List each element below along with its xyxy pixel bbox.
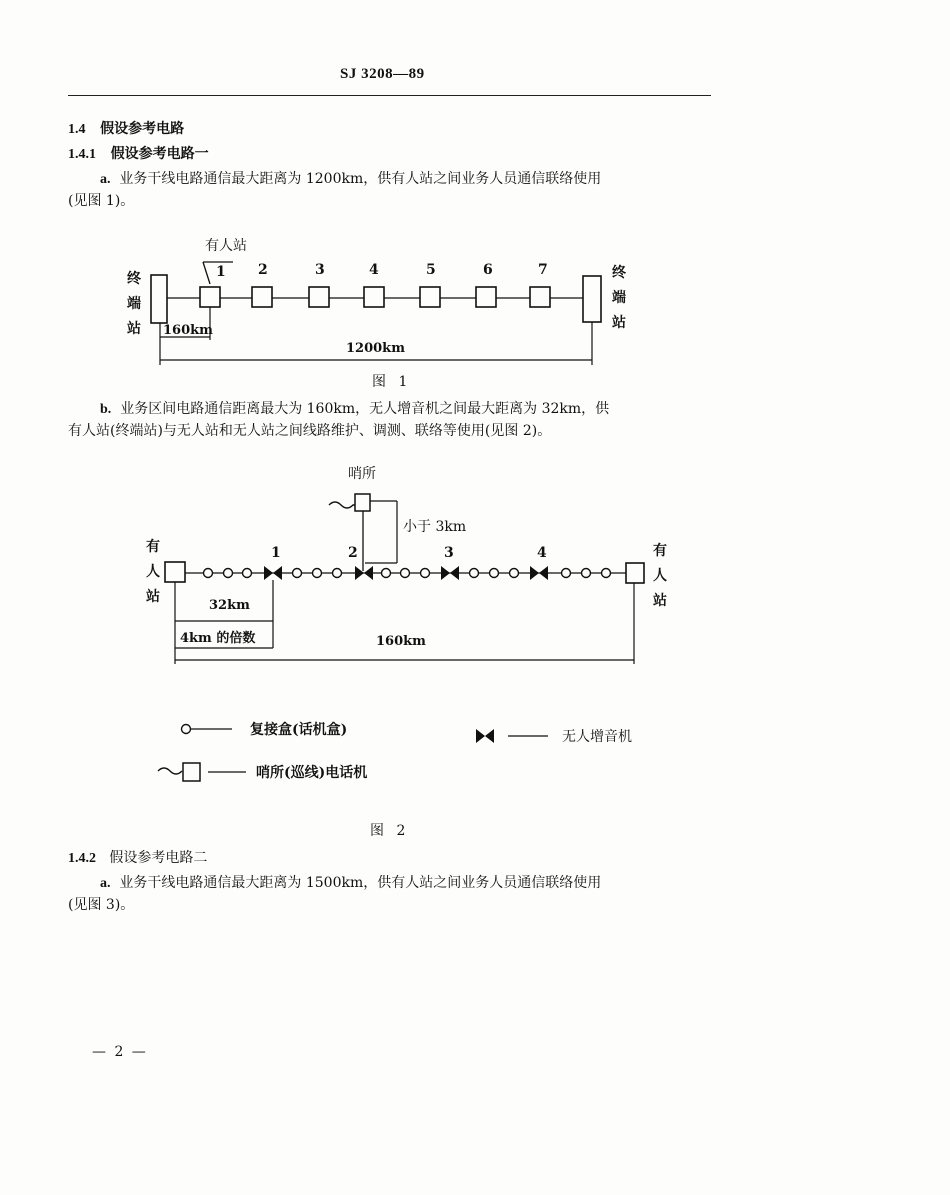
item-marker: b. xyxy=(100,402,112,417)
left-station-char-3: 站 xyxy=(146,589,160,605)
total-length-label: 1200km xyxy=(346,341,405,356)
left-station-char-2: 人 xyxy=(146,564,160,580)
legend-splice-symbol xyxy=(182,725,191,734)
splice-box xyxy=(490,569,499,578)
station-node-3 xyxy=(309,287,329,307)
right-station-char-2: 人 xyxy=(653,568,667,584)
terminal-left-char-2: 端 xyxy=(127,296,141,312)
repeater-spacing-label: 32km xyxy=(209,598,250,613)
figure-1-caption: 图 1 xyxy=(372,374,412,390)
repeater-1 xyxy=(264,566,282,580)
section-number: 1.4.1 xyxy=(68,147,96,162)
splice-box xyxy=(562,569,571,578)
legend-repeater-label: 无人增音机 xyxy=(562,729,632,745)
right-station-char-3: 站 xyxy=(653,593,667,609)
station-node-6 xyxy=(476,287,496,307)
document-id: SJ 3208—89 xyxy=(340,66,425,82)
legend-post-label: 哨所(巡线)电话机 xyxy=(256,765,368,781)
splice-box xyxy=(333,569,342,578)
section-1-4-2-heading xyxy=(68,847,207,867)
node-number-4: 4 xyxy=(369,262,379,278)
figure-2-caption: 图 2 xyxy=(370,823,410,839)
figure-2-diagram xyxy=(130,455,690,855)
terminal-left-char-1: 终 xyxy=(127,271,141,287)
splice-box xyxy=(582,569,591,578)
station-node-4 xyxy=(364,287,384,307)
station-node-7 xyxy=(530,287,550,307)
section-1-4-1-heading xyxy=(68,143,209,163)
terminal-right-char-2: 端 xyxy=(612,290,626,306)
paragraph-1-4-2-a-line1 xyxy=(100,872,720,895)
section-total-label: 160km xyxy=(376,634,426,649)
legend-post-box xyxy=(183,763,200,781)
splice-box xyxy=(204,569,213,578)
repeater-number-2: 2 xyxy=(348,545,358,561)
post-phone-box xyxy=(355,494,370,511)
paragraph-text: 业务干线电路通信最大距离为 1200km，供有人站之间业务人员通信联络使用 xyxy=(119,171,602,187)
terminal-left-box xyxy=(151,275,167,323)
paragraph-1-4-2-a-line2: (见图 3)。 xyxy=(68,897,135,913)
node-number-3: 3 xyxy=(315,262,325,278)
node-number-5: 5 xyxy=(426,262,436,278)
repeater-number-4: 4 xyxy=(537,545,547,561)
station-node-5 xyxy=(420,287,440,307)
station-node-1 xyxy=(200,287,220,307)
right-station-char-1: 有 xyxy=(653,543,667,559)
left-station-char-1: 有 xyxy=(146,539,160,555)
node-number-7: 7 xyxy=(538,262,548,278)
post-distance-label: 小于 3km xyxy=(403,519,467,535)
station-node-2 xyxy=(252,287,272,307)
section-number: 1.4.2 xyxy=(68,851,96,866)
staffed-pointer-line xyxy=(203,262,210,284)
page-number: — 2 — xyxy=(92,1044,148,1060)
section-title: 假设参考电路 xyxy=(100,121,185,137)
section-1-4-heading xyxy=(68,118,184,138)
post-label: 哨所 xyxy=(348,466,376,482)
post-tilde xyxy=(329,502,355,508)
section-title: 假设参考电路二 xyxy=(109,850,208,866)
paragraph-b-line2: 有人站(终端站)与无人站和无人站之间线路维护、调测、联络等使用(见图 2)。 xyxy=(68,423,552,439)
left-station-box xyxy=(165,562,185,582)
spacing-label: 160km xyxy=(163,323,213,338)
repeater-2 xyxy=(355,566,373,580)
paragraph-text: 业务干线电路通信最大距离为 1500km，供有人站之间业务人员通信联络使用 xyxy=(119,875,602,891)
repeater-3 xyxy=(441,566,459,580)
node-number-1: 1 xyxy=(216,264,226,280)
terminal-right-char-3: 站 xyxy=(612,315,626,331)
section-title: 假设参考电路一 xyxy=(110,146,209,162)
splice-box xyxy=(470,569,479,578)
node-number-2: 2 xyxy=(258,262,268,278)
splice-box xyxy=(602,569,611,578)
splice-box xyxy=(382,569,391,578)
repeater-number-1: 1 xyxy=(271,545,281,561)
legend-post-tilde xyxy=(158,768,182,774)
splice-box xyxy=(243,569,252,578)
header-rule xyxy=(68,95,711,96)
legend-splice-label: 复接盒(话机盒) xyxy=(250,722,348,738)
legend-repeater-symbol xyxy=(476,729,494,743)
paragraph-a-line2: (见图 1)。 xyxy=(68,193,135,209)
paragraph-a-line1 xyxy=(100,168,720,191)
right-station-box xyxy=(626,563,644,583)
splice-box xyxy=(510,569,519,578)
terminal-left-char-3: 站 xyxy=(127,321,141,337)
splice-box xyxy=(313,569,322,578)
terminal-right-char-1: 终 xyxy=(612,265,626,281)
staffed-station-label: 有人站 xyxy=(205,238,247,254)
multiple-label: 4km 的倍数 xyxy=(180,631,256,646)
splice-box xyxy=(224,569,233,578)
section-number: 1.4 xyxy=(68,122,86,137)
terminal-right-box xyxy=(583,276,601,322)
node-number-6: 6 xyxy=(483,262,493,278)
repeater-number-3: 3 xyxy=(444,545,454,561)
paragraph-b-line1 xyxy=(100,398,720,421)
splice-box xyxy=(293,569,302,578)
splice-box xyxy=(421,569,430,578)
item-marker: a. xyxy=(100,876,111,891)
repeater-4 xyxy=(530,566,548,580)
item-marker: a. xyxy=(100,172,111,187)
paragraph-text: 业务区间电路通信距离最大为 160km，无人增音机之间最大距离为 32km，供 xyxy=(120,401,610,417)
figure-1-diagram xyxy=(110,228,650,398)
splice-box xyxy=(401,569,410,578)
